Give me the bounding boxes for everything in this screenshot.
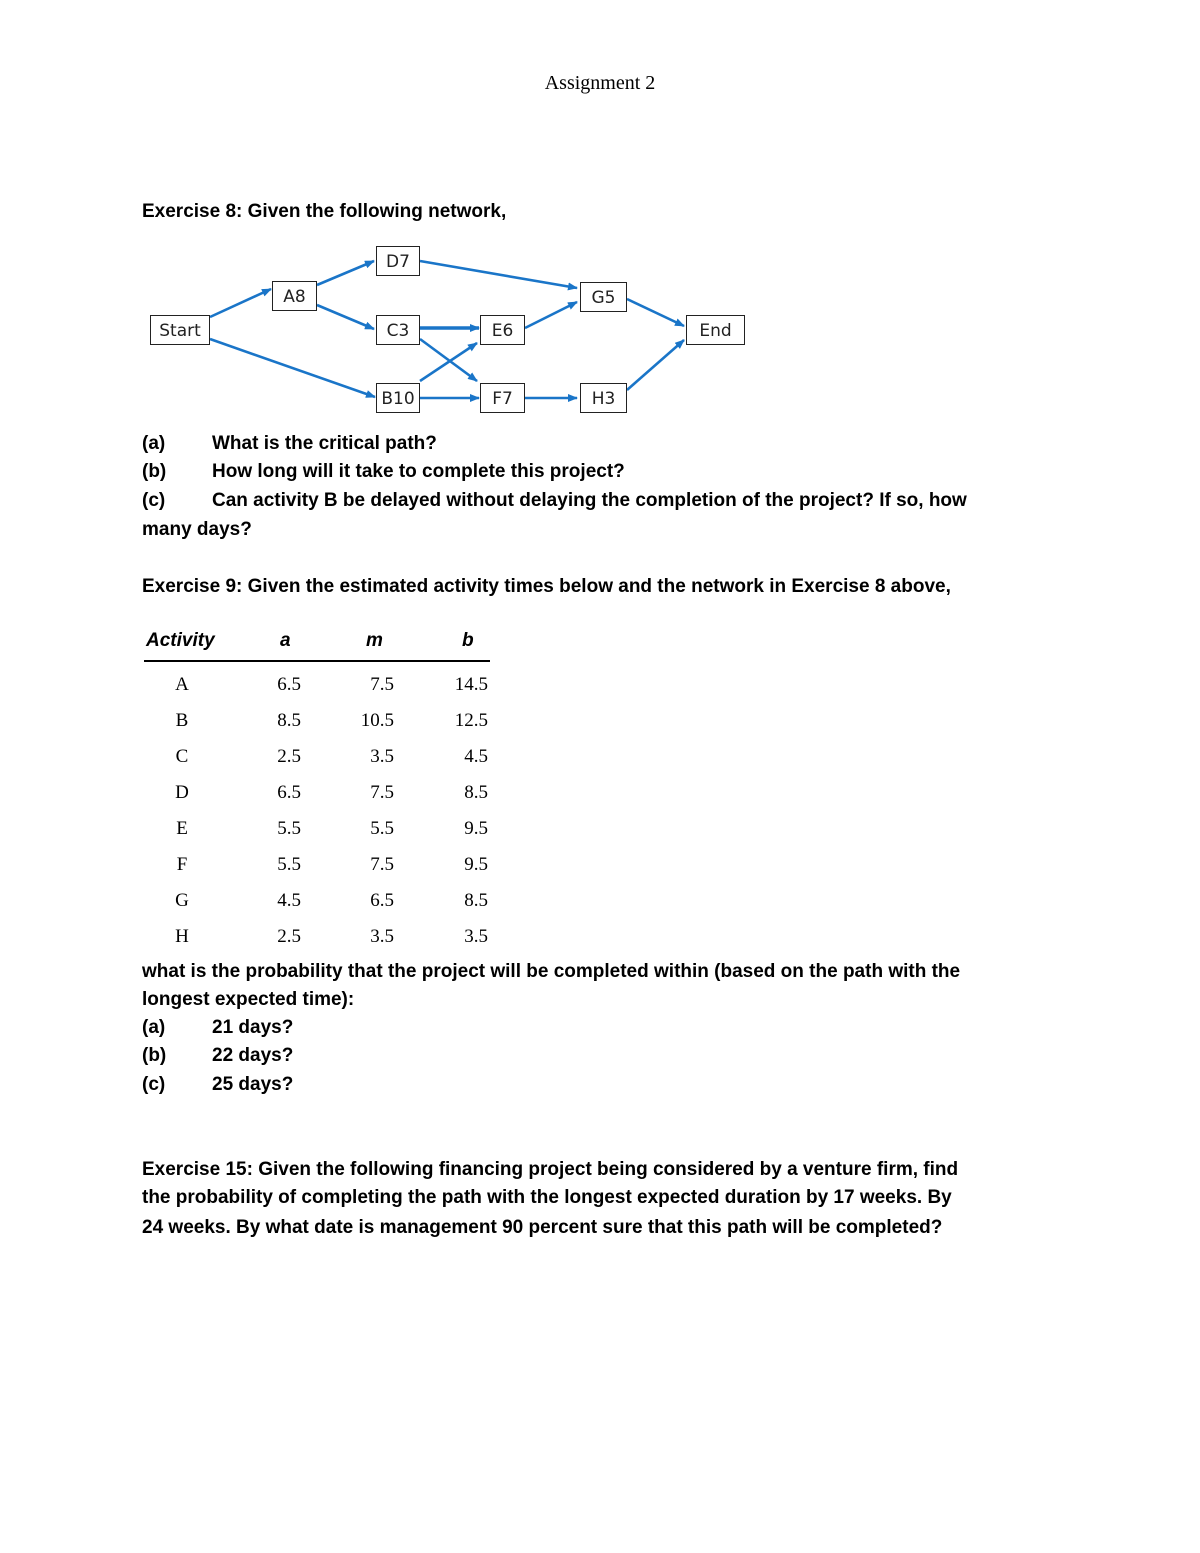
edge-d7-g5 <box>420 261 577 288</box>
activity-cell: D <box>175 782 189 803</box>
network-diagram <box>140 235 760 425</box>
node-g5: G5 <box>580 282 627 312</box>
edge-g5-end <box>627 299 684 326</box>
activity-cell: B <box>175 710 189 731</box>
value-cell: 7.5 <box>370 854 394 875</box>
question-label: (a) <box>142 433 166 454</box>
value-cell: 6.5 <box>370 890 394 911</box>
edge-a8-c3 <box>317 305 374 329</box>
value-cell: 3.5 <box>464 926 488 947</box>
node-c3: C3 <box>376 315 420 345</box>
node-start: Start <box>150 315 210 345</box>
question-label: (c) <box>142 1074 166 1095</box>
value-cell: 12.5 <box>454 710 488 731</box>
edge-e6-g5 <box>525 302 577 328</box>
header-activity: Activity <box>146 630 215 651</box>
activity-cell: F <box>176 854 188 875</box>
activity-cell: H <box>175 926 189 947</box>
ex8-question-c-continued: many days? <box>142 519 252 540</box>
value-cell: 2.5 <box>277 746 301 767</box>
exercise-15-line-3: 24 weeks. By what date is management 90 percent sure that this path will be completed? <box>142 1217 943 1238</box>
value-cell: 4.5 <box>277 890 301 911</box>
value-cell: 6.5 <box>277 782 301 803</box>
value-cell: 7.5 <box>370 782 394 803</box>
value-cell: 8.5 <box>277 710 301 731</box>
header-m: m <box>366 630 383 651</box>
value-cell: 3.5 <box>370 926 394 947</box>
value-cell: 5.5 <box>370 818 394 839</box>
node-h3: H3 <box>580 383 627 413</box>
question-label: (c) <box>142 490 166 511</box>
ex9-prompt-line-2: longest expected time): <box>142 989 355 1010</box>
edge-start-a8 <box>210 289 271 317</box>
node-d7: D7 <box>376 246 420 276</box>
page-header: Assignment 2 <box>544 72 656 94</box>
value-cell: 8.5 <box>464 890 488 911</box>
edge-h3-end <box>627 340 684 390</box>
activity-cell: C <box>175 746 189 767</box>
activity-cell: E <box>176 818 188 839</box>
activity-cell: A <box>175 674 189 695</box>
exercise-8-title: Exercise 8: Given the following network, <box>142 201 507 222</box>
question-text: 25 days? <box>212 1074 294 1095</box>
question-text: How long will it take to complete this project? <box>212 461 625 482</box>
activity-cell: G <box>175 890 189 911</box>
header-b: b <box>462 630 474 651</box>
question-text: 22 days? <box>212 1045 294 1066</box>
question-label: (a) <box>142 1017 166 1038</box>
exercise-9-title: Exercise 9: Given the estimated activity times below and the network in Exercise 8 above, <box>142 576 951 597</box>
value-cell: 5.5 <box>277 818 301 839</box>
question-label: (b) <box>142 461 167 482</box>
value-cell: 9.5 <box>464 854 488 875</box>
header-a: a <box>280 630 291 651</box>
question-text: Can activity B be delayed without delaying the completion of the project? If so, how <box>212 490 967 511</box>
value-cell: 3.5 <box>370 746 394 767</box>
node-a8: A8 <box>272 281 317 311</box>
ex9-prompt-line-1: what is the probability that the project will be completed within (based on the path with the <box>142 961 961 982</box>
question-label: (b) <box>142 1045 167 1066</box>
exercise-15-line-1: Exercise 15: Given the following financing project being considered by a venture firm, find <box>142 1159 959 1180</box>
node-e6: E6 <box>480 315 525 345</box>
value-cell: 5.5 <box>277 854 301 875</box>
exercise-15-line-2: the probability of completing the path with the longest expected duration by 17 weeks. By <box>142 1187 952 1208</box>
value-cell: 2.5 <box>277 926 301 947</box>
node-b10: B10 <box>376 383 420 413</box>
edge-start-b10 <box>210 339 375 397</box>
question-text: What is the critical path? <box>212 433 437 454</box>
question-text: 21 days? <box>212 1017 294 1038</box>
edge-a8-d7 <box>317 261 374 285</box>
node-end: End <box>686 315 745 345</box>
node-f7: F7 <box>480 383 525 413</box>
table-header-rule <box>144 660 490 662</box>
network-edges <box>140 235 760 425</box>
value-cell: 8.5 <box>464 782 488 803</box>
value-cell: 7.5 <box>370 674 394 695</box>
value-cell: 10.5 <box>360 710 394 731</box>
value-cell: 4.5 <box>464 746 488 767</box>
value-cell: 14.5 <box>454 674 488 695</box>
value-cell: 9.5 <box>464 818 488 839</box>
value-cell: 6.5 <box>277 674 301 695</box>
